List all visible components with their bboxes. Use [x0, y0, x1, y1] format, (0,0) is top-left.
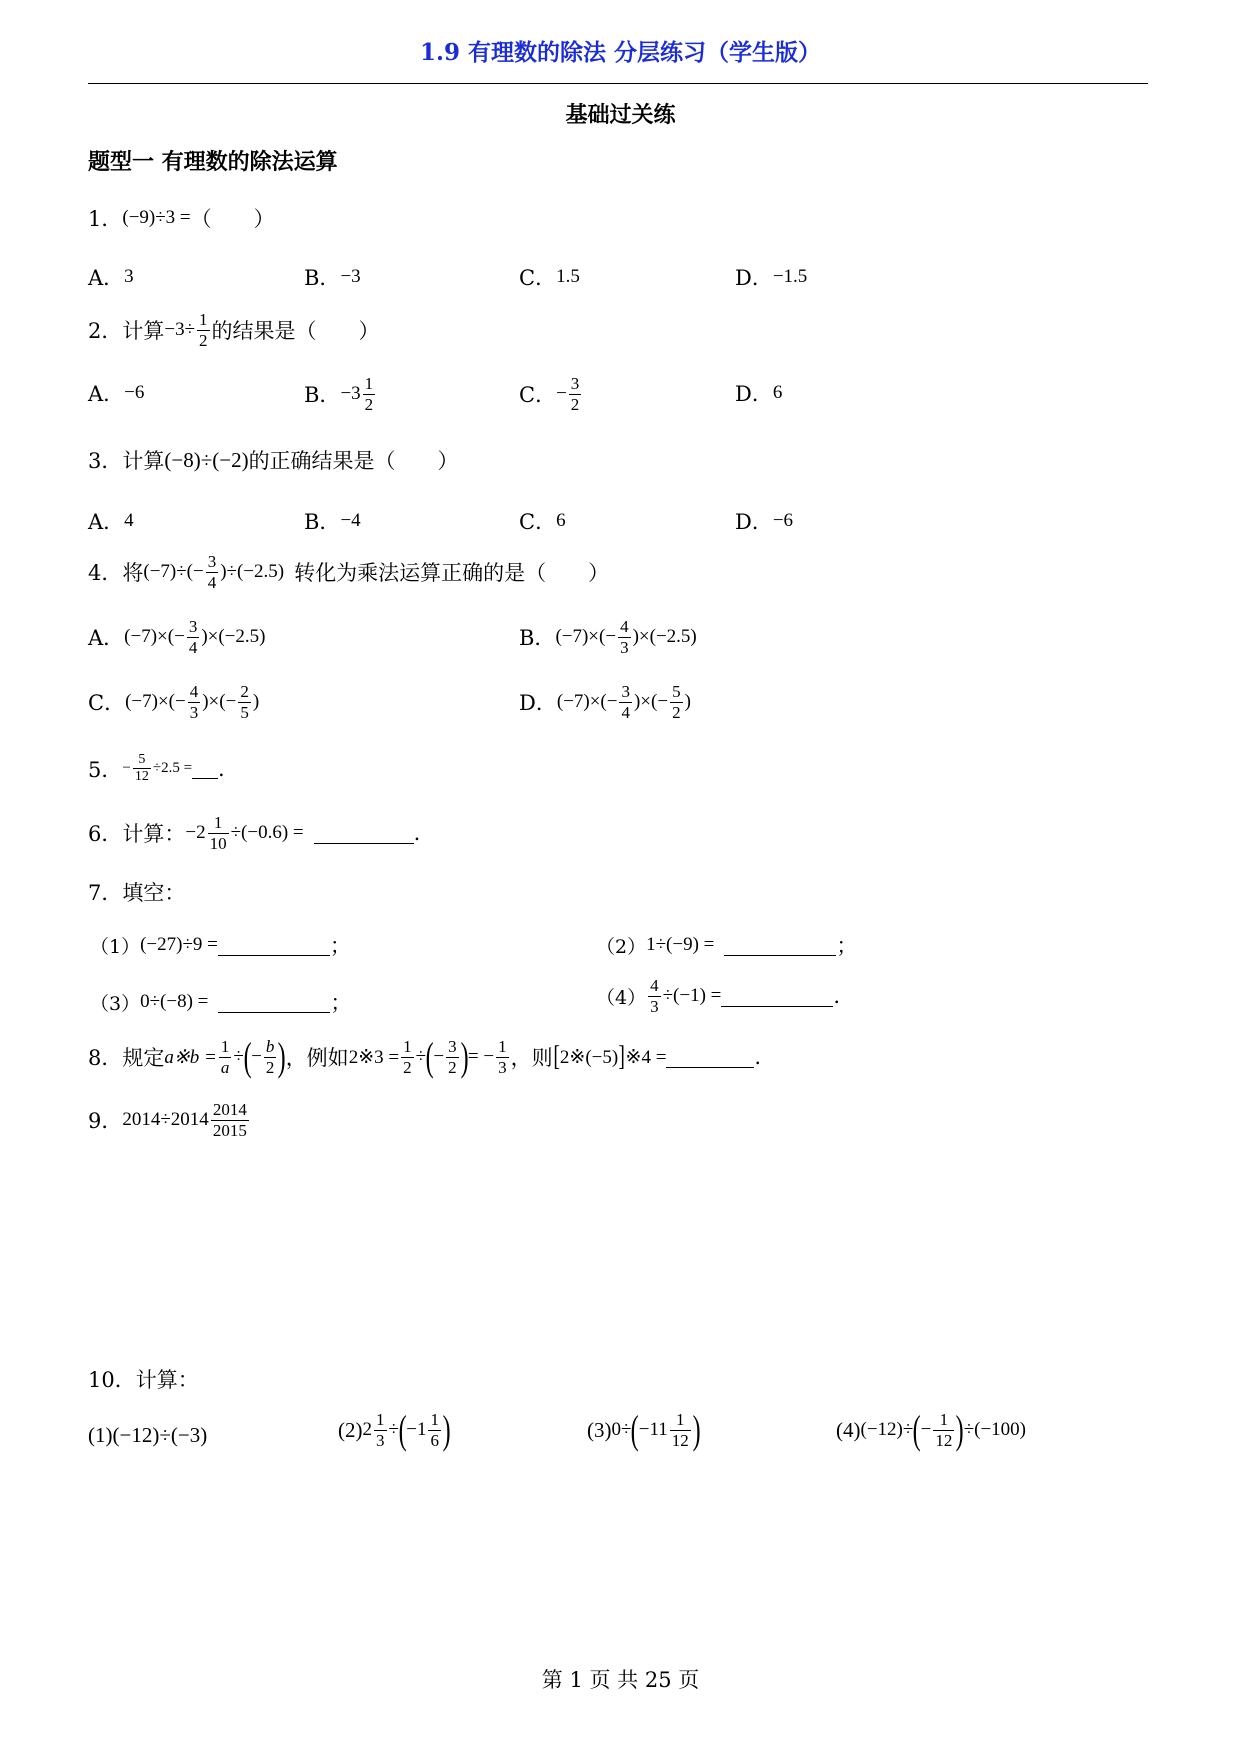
question-10-part-4: (4) (−12)÷ ( − $\frac{1}{12}$ ) ÷(−100) [836, 1407, 1026, 1453]
answer-blank[interactable] [721, 986, 833, 1007]
question-1 [88, 203, 275, 233]
option-c[interactable]: C． 6 [519, 510, 566, 534]
option-d[interactable]: D． 6 [735, 382, 783, 406]
answer-blank[interactable] [314, 823, 414, 844]
option-b[interactable]: B． (−7)×(− $\frac{4}{3}$ )×(−2.5) [519, 617, 697, 657]
question-10: 10． 计算： [88, 1368, 199, 1392]
question-number: 1． [88, 207, 123, 231]
math-expression: (−9)÷3 = [122, 207, 191, 228]
question-5: 5． − $\frac{5}{12}$ ÷2.5 = . [88, 752, 225, 785]
option-c[interactable]: C． (−7)×(− $\frac{4}{3}$ )×(− $\frac{2}{5}$ ) [88, 682, 260, 722]
option-c[interactable]: C． − $\frac{3}{2}$ [519, 374, 580, 414]
question-7-part-4: （4） $\frac{4}{3}$ ÷(−1) = . [596, 976, 841, 1016]
question-10-part-3: (3) 0÷ ( −11 1 12 ) [587, 1407, 701, 1453]
answer-blank[interactable] [192, 758, 218, 779]
question-6: 6． 计算： −2 $\frac{1}{10}$ ÷(−0.6) = . [88, 813, 421, 853]
question-7-part-3: （3） 0÷(−8) = ； [90, 991, 352, 1015]
option-a[interactable]: A． −6 [88, 382, 145, 406]
option-b[interactable]: B． −3 [304, 266, 361, 290]
question-4: 4． 将 (−7)÷(− $\frac{3}{4}$ )÷(−2.5) 转化为乘法运算正确的是（ ） [88, 552, 610, 592]
answer-blank[interactable] [666, 1047, 754, 1068]
question-10-part-1: (1) (−12)÷(−3) [88, 1423, 208, 1447]
answer-blank[interactable] [724, 935, 836, 956]
page-footer: 第 1 页 共 25 页 [541, 1668, 700, 1692]
answer-blank[interactable] [218, 992, 330, 1013]
question-7: 7． 填空： [88, 881, 186, 905]
page-title: 1.9 有理数的除法 分层练习（学生版） [419, 39, 822, 66]
question-2: 2． 计算 −3÷ $\frac{1}{2}$ 的结果是（ ） [88, 310, 380, 350]
fraction: $\frac{1}{2}$ [199, 310, 208, 350]
question-3: 3． 计算 (−8)÷(−2) 的正确结果是（ ） [88, 447, 459, 473]
header-rule [88, 83, 1148, 84]
option-b[interactable]: B． −4 [304, 510, 361, 534]
answer-blank[interactable] [218, 935, 330, 956]
option-b[interactable]: B． −3 1 2 [304, 374, 374, 414]
option-a[interactable]: A． (−7)×(− $\frac{3}{4}$ )×(−2.5) [88, 617, 266, 657]
option-c[interactable]: C． 1.5 [519, 266, 580, 290]
question-7-part-1: （1） (−27)÷9 = ； [90, 934, 351, 958]
section-heading: 基础过关练 [565, 102, 676, 128]
question-type-heading: 题型一 有理数的除法运算 [88, 149, 338, 175]
question-10-part-2: (2) 2 $\frac{1}{3}$ ÷ ( −1 1 6 ) [338, 1407, 451, 1453]
option-d[interactable]: D． −6 [735, 510, 794, 534]
option-a[interactable]: A． 4 [88, 510, 134, 534]
question-7-part-2: （2） 1÷(−9) = ； [596, 934, 858, 958]
option-d[interactable]: D． (−7)×(− $\frac{3}{4}$ )×(− $\frac{5}{2}$ ) [519, 682, 691, 722]
question-9: 9． 2014÷2014 2014 2015 [88, 1100, 247, 1140]
option-d[interactable]: D． −1.5 [735, 266, 808, 290]
answer-paren: （ ） [190, 207, 275, 231]
option-a[interactable]: A． 3 [88, 266, 134, 290]
question-8: 8． 规定 a※b = $\frac{1}{a}$ ÷ ( − $\frac{b}{2}$ ) ，例如 2※3 = $\frac{1}{2}$ ÷ ( − $\frac{3}{2}$ ) = − $\frac{1}{3}$ ，则 [ 2※(−5) ] ※4 = . [88, 1034, 762, 1080]
